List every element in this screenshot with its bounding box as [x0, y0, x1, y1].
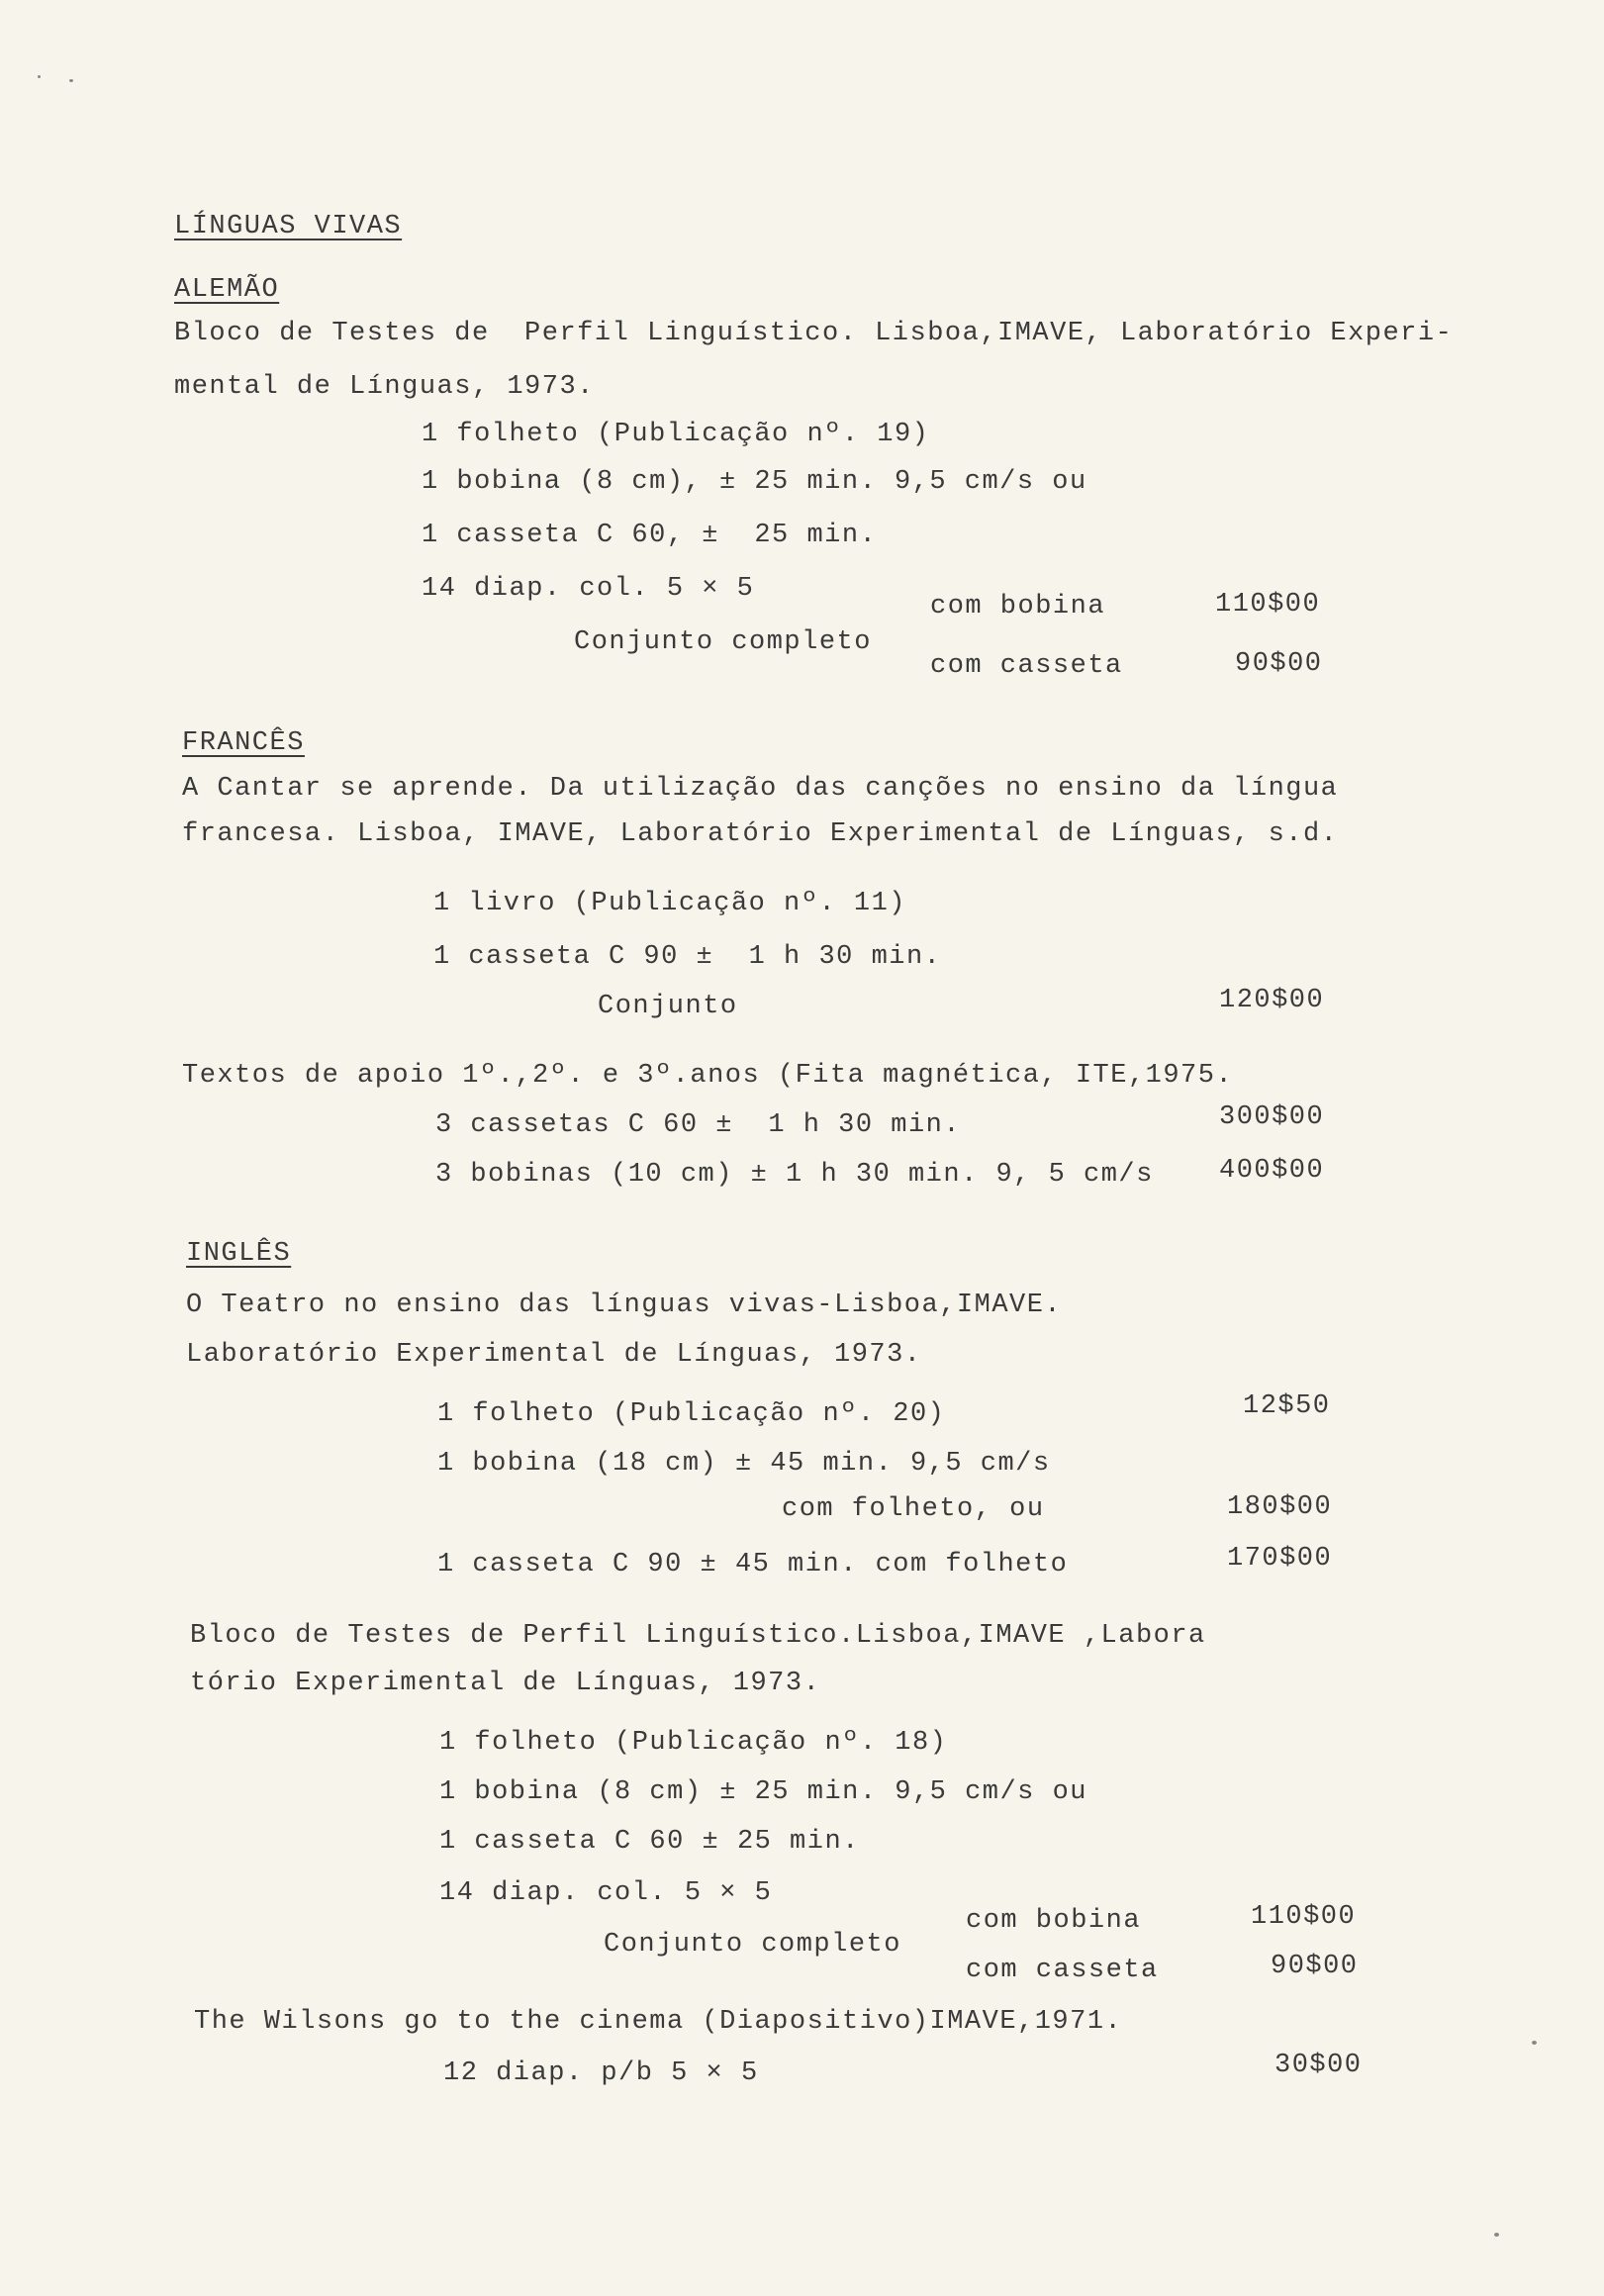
- ingles-teatro-price: 180$00: [1227, 1492, 1333, 1522]
- frances-item: 1 casseta C 90 ± 1 h 30 min.: [433, 942, 942, 972]
- frances-item: 1 livro (Publicação nº. 11): [433, 889, 906, 918]
- ingles-set-label: Conjunto completo: [604, 1930, 901, 1960]
- ingles-teatro-price: 170$00: [1227, 1544, 1333, 1574]
- frances-title-line2: francesa. Lisboa, IMAVE, Laboratório Experimental de Línguas, s.d.: [182, 819, 1339, 849]
- ingles-opt1-price: 110$00: [1251, 1902, 1357, 1932]
- paper-speck: [38, 75, 41, 78]
- ingles-teatro-item: 1 folheto (Publicação nº. 20): [437, 1399, 946, 1429]
- alemao-opt2-price: 90$00: [1235, 649, 1323, 679]
- paper-speck: [1532, 2041, 1537, 2045]
- alemao-item: 1 casseta C 60, ± 25 min.: [422, 521, 878, 550]
- frances-set-label: Conjunto: [598, 992, 738, 1021]
- frances-textos-price: 300$00: [1219, 1102, 1325, 1132]
- ingles-wilsons-price: 30$00: [1274, 2051, 1363, 2080]
- paper-speck: [69, 79, 73, 82]
- ingles-bloco-item: 1 bobina (8 cm) ± 25 min. 9,5 cm/s ou: [439, 1777, 1087, 1807]
- frances-textos-item: 3 cassetas C 60 ± 1 h 30 min.: [435, 1110, 962, 1140]
- frances-set-price: 120$00: [1219, 986, 1325, 1015]
- frances-textos-line: Textos de apoio 1º.,2º. e 3º.anos (Fita magnética, ITE,1975.: [182, 1061, 1234, 1091]
- ingles-bloco-item: 14 diap. col. 5 × 5: [439, 1878, 773, 1908]
- ingles-opt2-price: 90$00: [1271, 1952, 1359, 1981]
- alemao-opt2-label: com casseta: [930, 651, 1123, 681]
- ingles-opt1-label: com bobina: [966, 1906, 1142, 1936]
- alemao-opt1-price: 110$00: [1215, 590, 1321, 620]
- ingles-teatro-item: 1 bobina (18 cm) ± 45 min. 9,5 cm/s: [437, 1449, 1051, 1479]
- ingles-wilsons-line: The Wilsons go to the cinema (Diapositivo)IMAVE,1971.: [194, 2007, 1123, 2037]
- ingles-wilsons-item: 12 diap. p/b 5 × 5: [443, 2058, 759, 2088]
- heading-alemao: ALEMÃO: [174, 275, 280, 305]
- ingles-teatro-item: 1 casseta C 90 ± 45 min. com folheto: [437, 1550, 1069, 1579]
- paper-speck: [1494, 2233, 1499, 2237]
- ingles-teatro-item: com folheto, ou: [782, 1494, 1045, 1524]
- ingles-bloco-item: 1 folheto (Publicação nº. 18): [439, 1728, 948, 1758]
- ingles-bloco-line2: tório Experimental de Línguas, 1973.: [190, 1669, 821, 1698]
- frances-textos-item: 3 bobinas (10 cm) ± 1 h 30 min. 9, 5 cm/s: [435, 1160, 1154, 1190]
- heading-frances: FRANCÊS: [182, 728, 305, 758]
- ingles-bloco-line1: Bloco de Testes de Perfil Linguístico.Lisboa,IMAVE ,Labora: [190, 1621, 1206, 1651]
- alemao-item: 14 diap. col. 5 × 5: [422, 574, 755, 604]
- alemao-title-line2: mental de Línguas, 1973.: [174, 372, 595, 402]
- ingles-bloco-item: 1 casseta C 60 ± 25 min.: [439, 1827, 860, 1857]
- alemao-title-line1: Bloco de Testes de Perfil Linguístico. Lisboa,IMAVE, Laboratório Experi-: [174, 319, 1454, 348]
- ingles-teatro-price: 12$50: [1243, 1391, 1331, 1421]
- alemao-item: 1 bobina (8 cm), ± 25 min. 9,5 cm/s ou: [422, 467, 1087, 497]
- section-title: LÍNGUAS VIVAS: [174, 212, 403, 241]
- ingles-opt2-label: com casseta: [966, 1956, 1159, 1985]
- ingles-teatro-line2: Laboratório Experimental de Línguas, 1973.: [186, 1340, 922, 1370]
- alemao-item: 1 folheto (Publicação nº. 19): [422, 420, 930, 449]
- frances-textos-price: 400$00: [1219, 1156, 1325, 1186]
- frances-title-line1: A Cantar se aprende. Da utilização das canções no ensino da língua: [182, 774, 1339, 804]
- alemao-opt1-label: com bobina: [930, 592, 1106, 622]
- ingles-teatro-line1: O Teatro no ensino das línguas vivas-Lisboa,IMAVE.: [186, 1291, 1063, 1320]
- heading-ingles: INGLÊS: [186, 1239, 292, 1269]
- alemao-set-label: Conjunto completo: [574, 627, 872, 657]
